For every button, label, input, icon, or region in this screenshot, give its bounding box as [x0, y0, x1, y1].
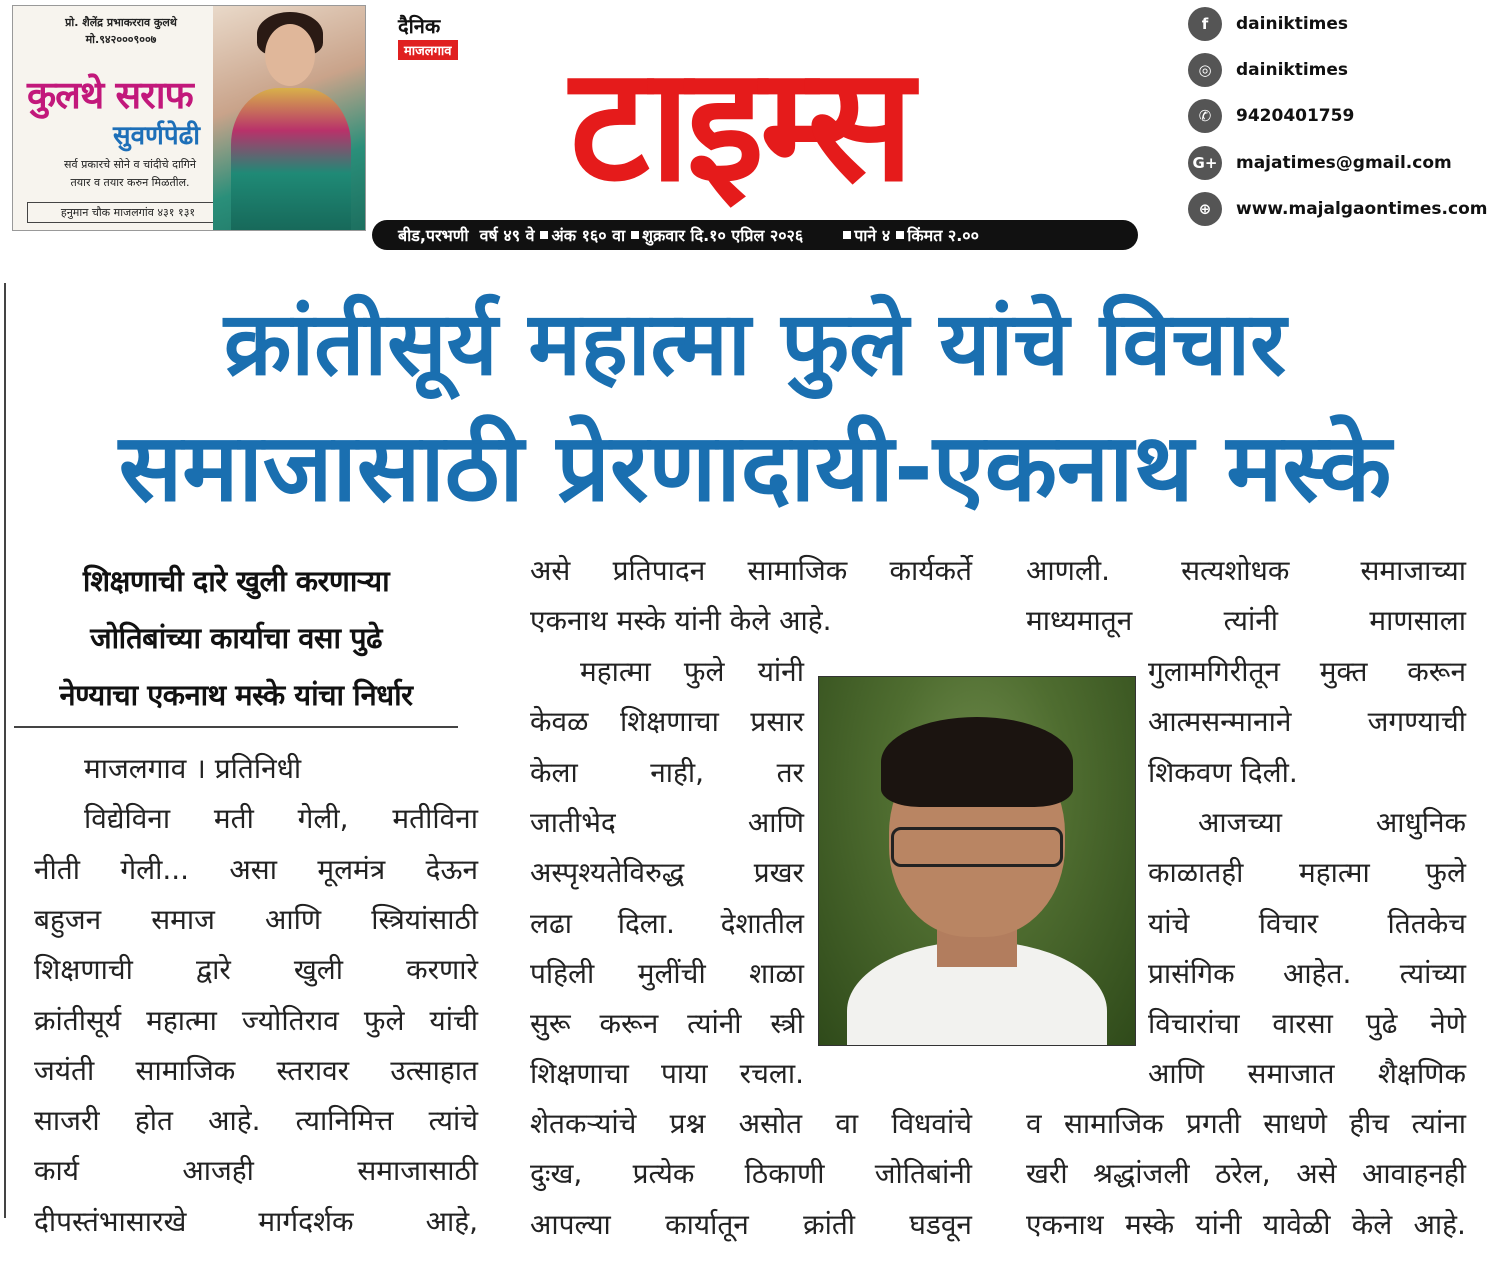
article-line: शिक्षणाची द्वारे खुली करणारे: [34, 953, 478, 987]
article-line: प्रासंगिक आहेत. त्यांच्या: [1148, 956, 1466, 990]
edition-year: वर्ष ४९ वे: [479, 226, 535, 245]
email-address[interactable]: majatimes@gmail.com: [1236, 153, 1452, 173]
ad-sub-brand: सुवर्णपेढी: [113, 121, 200, 151]
facebook-handle[interactable]: dainiktimes: [1236, 14, 1349, 34]
article-line: महात्मा फुले यांनी: [580, 655, 804, 688]
sub-headline-rule: [14, 726, 458, 728]
article-line: शिकवण दिली.: [1148, 755, 1298, 789]
article-line: अस्पृश्यतेविरुद्ध प्रखर: [530, 856, 804, 890]
article-line: जयंती सामाजिक स्तरावर उत्साहात: [34, 1053, 478, 1087]
person-photo: [818, 676, 1136, 1046]
edition-issue: अंक १६० वा: [551, 226, 626, 245]
article-line: खरी श्रद्धांजली ठरेल, असे आवाहनही: [1026, 1157, 1466, 1191]
social-row-whatsapp[interactable]: [1188, 96, 1354, 136]
sub-headline-line-1: शिक्षणाची दारे खुली करणाऱ्या: [82, 564, 390, 598]
article-line: सुरू करून त्यांनी स्त्री: [530, 1007, 804, 1041]
social-row-website[interactable]: [1188, 189, 1487, 229]
ad-owner-block: [21, 14, 221, 48]
ad-owner-phone: मो.९४२०००९००७: [85, 33, 157, 46]
article-line: आणि समाजात शैक्षणिक: [1148, 1057, 1466, 1091]
article-line: यांचे विचार तितकेच: [1148, 906, 1466, 940]
separator-square-icon: [896, 231, 904, 239]
sub-headline-line-2: जोतिबांच्या कार्याचा वसा पुढे: [90, 621, 382, 655]
ad-description: [25, 156, 235, 192]
edition-info-bar: [372, 220, 1138, 250]
article-line: साजरी होत आहे. त्यानिमित्त त्यांचे: [34, 1104, 478, 1138]
ad-desc-line-2: तयार व तयार करुन मिळतील.: [70, 176, 190, 189]
article-line: गुलामगिरीतून मुक्त करून: [1148, 655, 1466, 688]
newspaper-city-label: माजलगाव: [398, 40, 458, 60]
website-url[interactable]: www.majalgaontimes.com: [1236, 199, 1488, 219]
article-line: केला नाही, तर: [530, 755, 804, 789]
article-line: शेतकऱ्यांचे प्रश्न असोत वा विधवांचे: [530, 1107, 972, 1140]
ad-owner-name: प्रो. शैलेंद्र प्रभाकरराव कुलथे: [65, 16, 177, 29]
separator-square-icon: [843, 231, 851, 239]
edition-price: किंमत २.००: [907, 226, 979, 245]
article-line: आजच्या आधुनिक: [1198, 805, 1466, 839]
ad-desc-line-1: सर्व प्रकारचे सोने व चांदीचे दागिने: [64, 158, 196, 171]
article-line: कार्य आजही समाजासाठी: [34, 1154, 478, 1188]
article-line: शिक्षणाचा पाया रचला.: [530, 1057, 804, 1091]
ad-model-photo: [213, 6, 365, 230]
article-line: दीपस्तंभासारखे मार्गदर्शक आहे,: [34, 1204, 478, 1238]
article-line: दुःख, प्रत्येक ठिकाणी जोतिबांनी: [530, 1157, 972, 1191]
article-line: विद्येविना मती गेली, मतीविना: [84, 802, 478, 836]
edition-region: बीड,परभणी: [398, 226, 469, 245]
headline-line-2: समाजासाठी प्रेरणादायी-एकनाथ मस्के: [118, 414, 1392, 523]
social-row-facebook[interactable]: [1188, 4, 1348, 44]
article-line: असे प्रतिपादन सामाजिक कार्यकर्ते: [530, 554, 972, 587]
article-line: पहिली मुलींची शाळा: [530, 956, 804, 990]
separator-square-icon: [540, 231, 548, 239]
article-line: विचारांचा वारसा पुढे नेणे: [1148, 1007, 1466, 1041]
article-line: बहुजन समाज आणि स्त्रियांसाठी: [34, 902, 478, 936]
ad-address: हनुमान चौक माजलगांव ४३१ १३१: [27, 202, 229, 223]
article-line: माध्यमातून त्यांनी माणसाला: [1026, 604, 1466, 638]
jewellery-advertisement: [12, 5, 366, 231]
article-line: क्रांतीसूर्य महात्मा ज्योतिराव फुले यांची: [34, 1003, 478, 1037]
article-line: एकनाथ मस्के यांनी यावेळी केले आहे.: [1026, 1207, 1466, 1241]
newspaper-title: टाइम्स: [569, 33, 911, 217]
google-plus-icon: G+: [1188, 146, 1222, 180]
left-column-rule: [4, 283, 6, 1218]
sub-headline: [14, 553, 458, 724]
social-row-instagram[interactable]: [1188, 50, 1348, 90]
ad-brand-name: कुलथे सराफ: [27, 73, 193, 117]
headline-line-1: क्रांतीसूर्य महात्मा फुले यांचे विचार: [223, 292, 1287, 395]
sub-headline-line-3: नेण्याचा एकनाथ मस्के यांचा निर्धार: [59, 678, 413, 712]
facebook-icon: f: [1188, 7, 1222, 41]
separator-square-icon: [631, 231, 639, 239]
article-line: माजलगाव । प्रतिनिधी: [84, 752, 302, 785]
article-line: केवळ शिक्षणाचा प्रसार: [530, 705, 804, 739]
globe-icon: ⊕: [1188, 192, 1222, 226]
social-row-email[interactable]: [1188, 143, 1452, 183]
instagram-icon: ◎: [1188, 53, 1222, 87]
edition-date: शुक्रवार दि.१० एप्रिल २०२६: [642, 226, 804, 245]
edition-pages: पाने ४: [854, 226, 891, 245]
article-line: आणली. सत्यशोधक समाजाच्या: [1026, 554, 1466, 587]
article-line: एकनाथ मस्के यांनी केले आहे.: [530, 604, 832, 638]
instagram-handle[interactable]: dainiktimes: [1236, 60, 1349, 80]
article-line: आपल्या कार्यातून क्रांती घडवून: [530, 1207, 972, 1241]
whatsapp-icon: ✆: [1188, 99, 1222, 133]
article-line: लढा दिला. देशातील: [530, 906, 804, 940]
newspaper-pre-title: दैनिक: [398, 14, 441, 38]
whatsapp-number[interactable]: 9420401759: [1236, 106, 1355, 126]
article-line: जातीभेद आणि: [530, 805, 804, 839]
article-line: व सामाजिक प्रगती साधणे हीच त्यांना: [1026, 1107, 1466, 1140]
article-line: काळातही महात्मा फुले: [1148, 856, 1466, 890]
article-line: आत्मसन्मानाने जगण्याची: [1148, 705, 1466, 739]
article-line: नीती गेली... असा मूलमंत्र देऊन: [34, 852, 478, 886]
